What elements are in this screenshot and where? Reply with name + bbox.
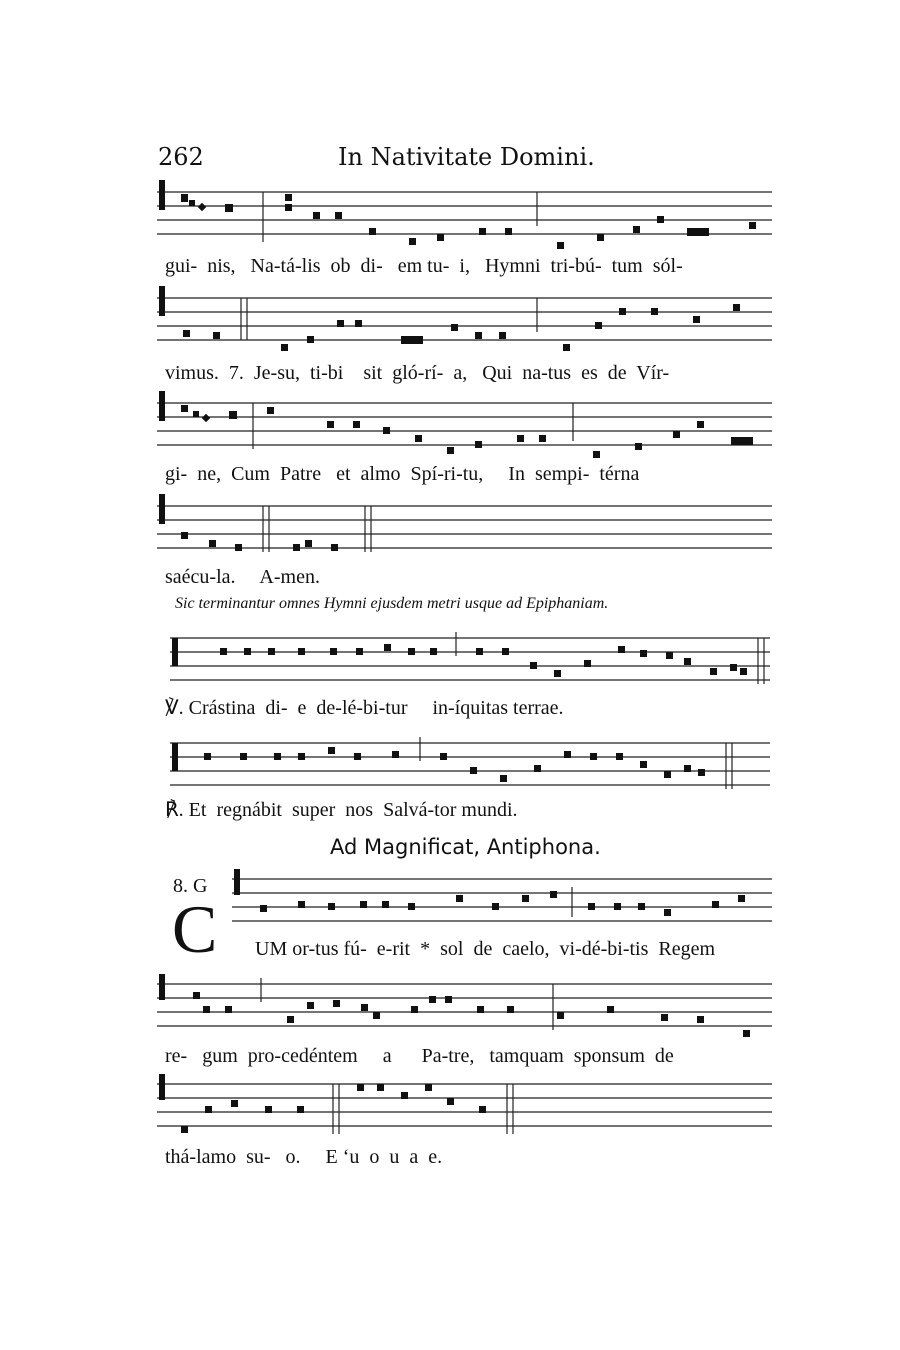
mode-label: 8. G xyxy=(173,875,208,897)
staff-8 xyxy=(157,978,772,1036)
staff-6-svg xyxy=(170,737,770,797)
staff-5 xyxy=(170,632,770,690)
staff-4 xyxy=(157,500,772,558)
hymn-lyric-line-1: gui- nis, Na-tá-lis ob di- em tu- i, Hymni tri-bú- tum sól- xyxy=(165,255,683,277)
staff-9-svg xyxy=(157,1078,772,1138)
staff-4-svg xyxy=(157,500,772,560)
hymn-lyric-line-3: gi- ne, Cum Patre et almo Spí-ri-tu, In sempi- térna xyxy=(165,463,640,485)
staff-1 xyxy=(157,186,772,244)
antiphon-lyric-line-1: UM or-tus fú- e-rit * sol de caelo, vi-dé-bi-tis Regem xyxy=(255,938,716,960)
drop-cap-initial: C xyxy=(172,891,218,967)
staff-2-svg xyxy=(157,292,772,352)
staff-9 xyxy=(157,1078,772,1136)
page-header xyxy=(158,143,770,177)
running-title: In Nativitate Domini. xyxy=(338,143,595,171)
rubric: Sic terminantur omnes Hymni ejusdem metri usque ad Epiphaniam. xyxy=(175,595,609,612)
page-number: 262 xyxy=(158,143,204,171)
staff-3 xyxy=(157,397,772,455)
antiphon-heading: Ad Magnificat, Antiphona. xyxy=(330,835,601,859)
staff-3-svg xyxy=(157,397,772,457)
staff-2 xyxy=(157,292,772,350)
staff-8-svg xyxy=(157,978,772,1038)
response-text: ℟. Et regnábit super nos Salvá-tor mundi. xyxy=(165,799,518,821)
staff-7 xyxy=(232,873,772,931)
hymn-lyric-line-2: vimus. 7. Je-su, ti-bi sit gló-rí- a, Qui na-tus es de Vír- xyxy=(165,362,670,384)
versicle-text: ℣. Crástina di- e de-lé-bi-tur in-íquitas terrae. xyxy=(165,697,564,719)
staff-5-svg xyxy=(170,632,770,692)
staff-1-svg xyxy=(157,186,772,246)
antiphon-lyric-line-3: thá-lamo su- o. E ‘u o u a e. xyxy=(165,1146,443,1168)
antiphon-lyric-line-2: re- gum pro-cedéntem a Pa-tre, tamquam sponsum de xyxy=(165,1045,674,1067)
staff-7-svg xyxy=(232,873,772,933)
staff-6 xyxy=(170,737,770,795)
hymn-lyric-line-4: saécu-la. A-men. xyxy=(165,566,320,588)
